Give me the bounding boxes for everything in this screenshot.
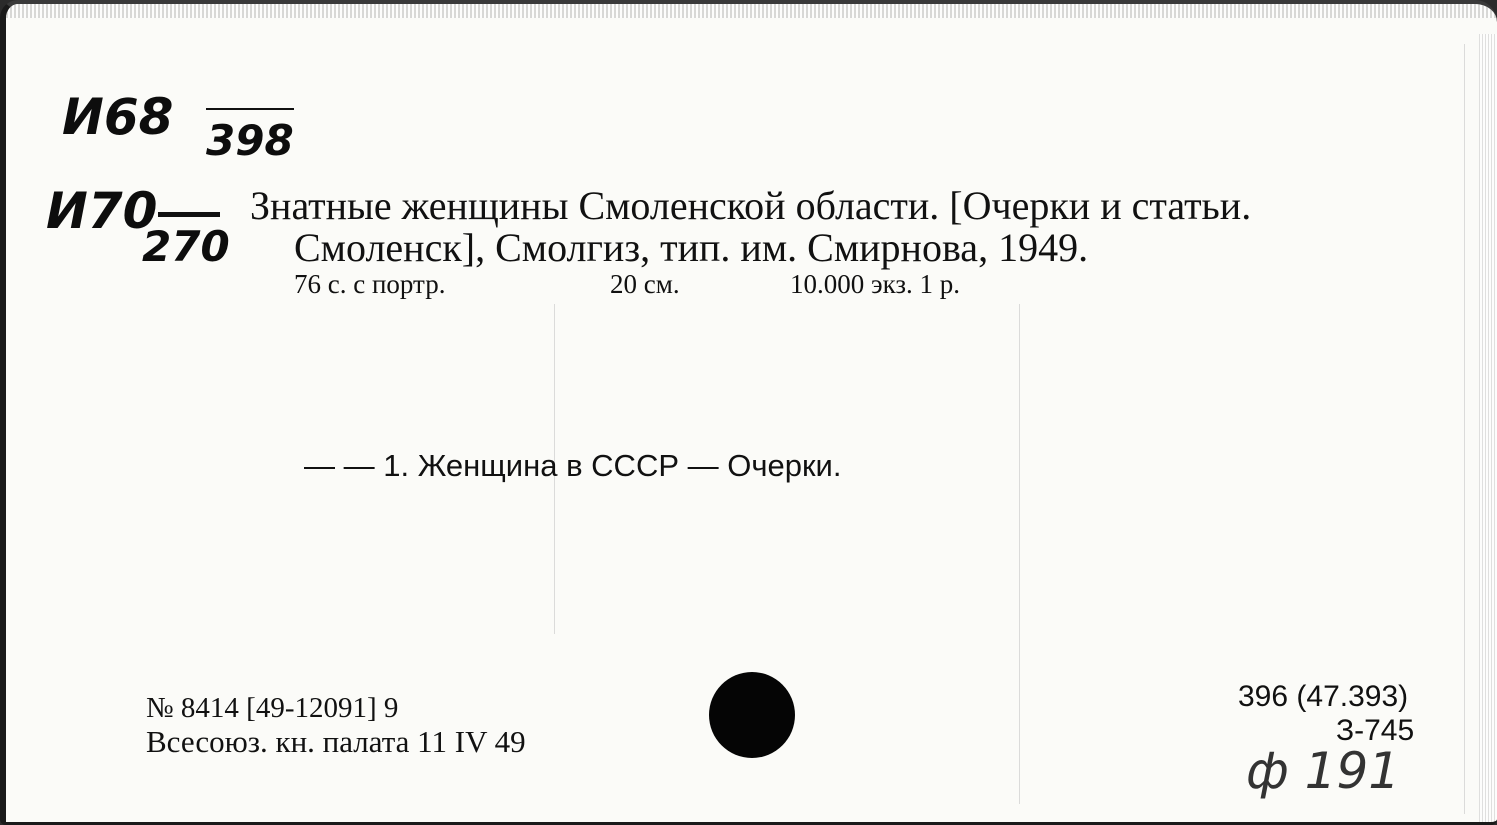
faint-guide-line	[1464, 44, 1465, 814]
shelf-mark-2-bar	[158, 212, 220, 217]
card-right-edge	[1479, 34, 1497, 824]
shelf-mark-1: И68	[62, 88, 174, 146]
shelf-mark-2-number: 270	[142, 222, 230, 271]
title-line: Знатные женщины Смоленской области. [Очерки и статьи.	[250, 183, 1252, 228]
author-mark: З-745	[1336, 714, 1415, 747]
collation-pages: 76 с. с портр.	[294, 269, 446, 299]
shelf-mark-1-number: 398	[206, 116, 294, 165]
handwritten-bottom-mark: ф 191	[1246, 742, 1401, 800]
collation-size: 20 см.	[610, 269, 680, 299]
shelf-mark-2: И70	[46, 182, 158, 240]
card-top-edge	[6, 4, 1497, 18]
classification-number: 396 (47.393)	[1238, 680, 1409, 713]
subject-heading: — — 1. Женщина в СССР — Очерки.	[304, 448, 842, 483]
card-number-line: № 8414 [49-12091] 9	[146, 692, 399, 724]
punch-hole	[709, 672, 795, 758]
shelf-mark-1-bar	[206, 108, 294, 110]
imprint-line: Смоленск], Смолгиз, тип. им. Смирнова, 1949.	[294, 225, 1089, 270]
publisher-line: Всесоюз. кн. палата 11 IV 49	[146, 724, 526, 759]
collation-copies: 10.000 экз. 1 р.	[790, 269, 961, 299]
faint-guide-line	[1019, 304, 1020, 804]
